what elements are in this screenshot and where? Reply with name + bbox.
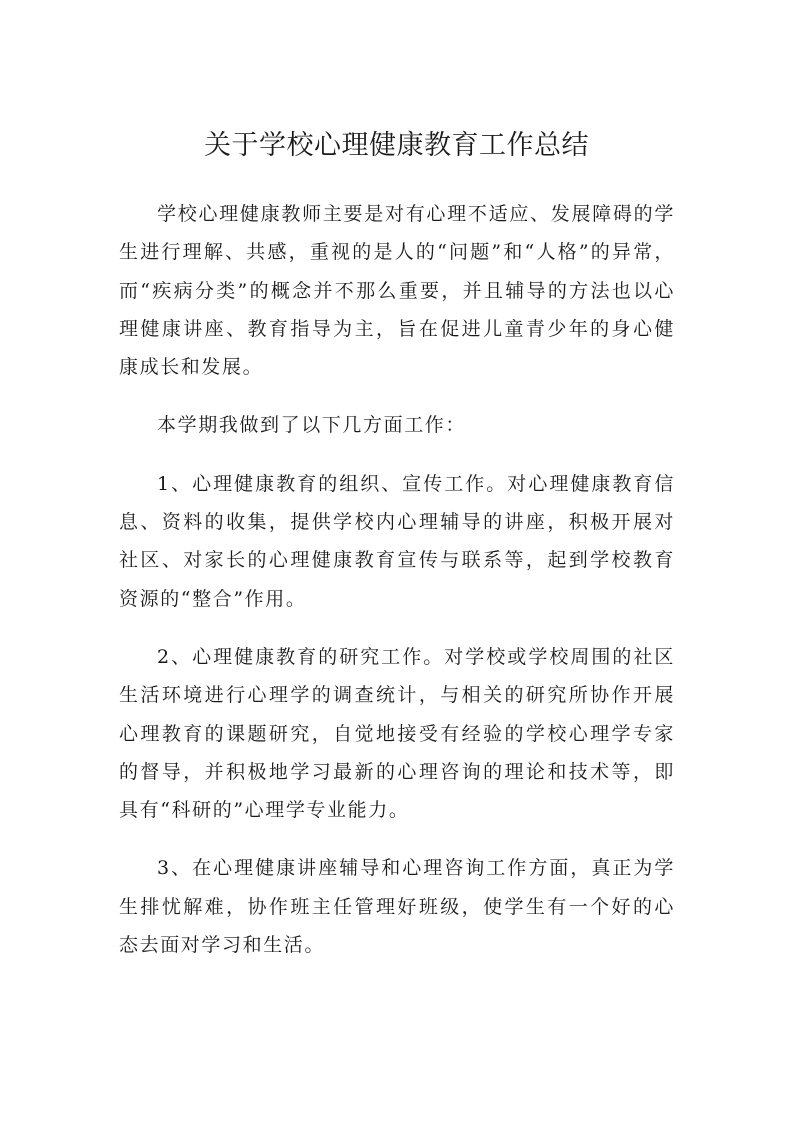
paragraph-work-overview: 本学期我做到了以下几方面工作： xyxy=(157,414,467,437)
document-title: 关于学校心理健康教育工作总结 xyxy=(204,130,589,161)
paragraph-item-3: 3、在心理健康讲座辅导和心理咨询工作方面，真正为学生排忧解难，协作班主任管理好班级，使学生有一个好的心态去面对学习和生活。 xyxy=(119,857,675,957)
paragraph-item-1: 1、心理健康教育的组织、宣传工作。对心理健康教育信息、资料的收集，提供学校内心理辅导的讲座，积极开展对社区、对家长的心理健康教育宣传与联系等，起到学校教育资源的“整合”作用。 xyxy=(119,472,675,610)
paragraph-intro: 学校心理健康教师主要是对有心理不适应、发展障碍的学生进行理解、共感，重视的是人的“问题”和“人格”的异常，而“疾病分类”的概念并不那么重要，并且辅导的方法也以心理健康讲座、教育指导为主，旨在促进儿童青少年的身心健康成长和发展。 xyxy=(119,203,675,379)
paragraph-item-2: 2、心理健康教育的研究工作。对学校或学校周围的社区生活环境进行心理学的调查统计，与相关的研究所协作开展心理教育的课题研究，自觉地接受有经验的学校心理学专家的督导，并积极地学习最新的心理咨询的理论和技术等，即具有“科研的”心理学专业能力。 xyxy=(119,645,675,822)
document-body xyxy=(119,195,675,984)
